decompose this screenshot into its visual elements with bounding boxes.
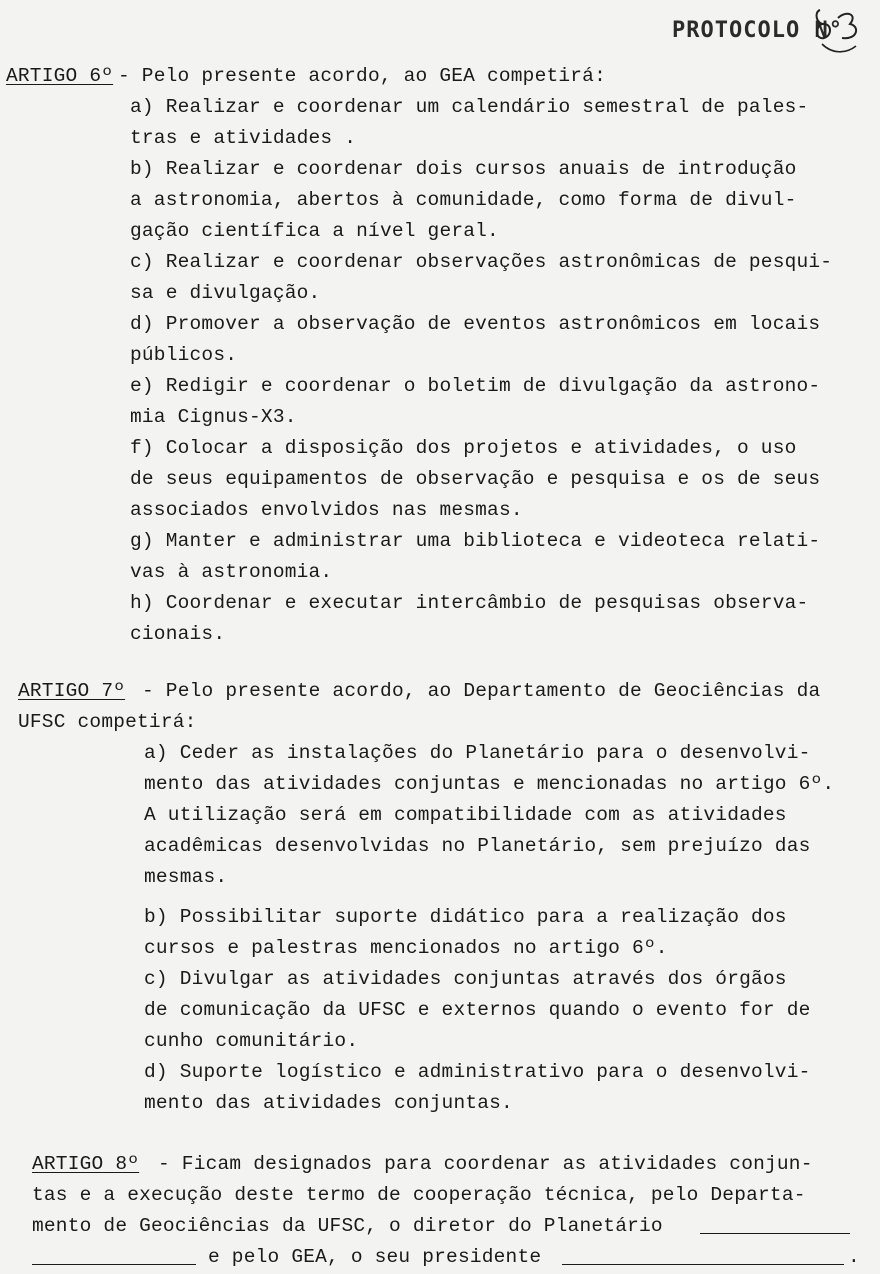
director-name-blank xyxy=(700,1233,850,1234)
artigo-7-line: acadêmicas desenvolvidas no Planetário, sem prejuízo das xyxy=(144,835,811,857)
artigo-7-line: a) Ceder as instalações do Planetário para o desenvolvi- xyxy=(144,742,811,764)
president-name-blank xyxy=(562,1264,844,1265)
artigo-7-line: mento das atividades conjuntas. xyxy=(144,1092,513,1114)
artigo-6-line: h) Coordenar e executar intercâmbio de pesquisas observa- xyxy=(130,592,809,614)
artigo-7-intro-cont: UFSC competirá: xyxy=(18,711,197,733)
artigo-7-line: mento das atividades conjuntas e mencionadas no artigo 6º. xyxy=(144,773,835,795)
artigo-7-line: cunho comunitário. xyxy=(144,1030,359,1052)
director-name-blank-cont xyxy=(32,1264,196,1265)
artigo-6-line: a) Realizar e coordenar um calendário semestral de pales- xyxy=(130,96,809,118)
artigo-8-line: tas e a execução deste termo de cooperação técnica, pelo Departa- xyxy=(32,1184,806,1206)
artigo-6-line: vas à astronomia. xyxy=(130,561,333,583)
artigo-7-line: cursos e palestras mencionados no artigo 6º. xyxy=(144,937,668,959)
artigo-7-line: A utilização será em compatibilidade com as atividades xyxy=(144,804,787,826)
artigo-6-line: f) Colocar a disposição dos projetos e atividades, o uso xyxy=(130,437,797,459)
artigo-7-intro: - Pelo presente acordo, ao Departamento de Geociências da xyxy=(142,680,821,702)
artigo-6-line: a astronomia, abertos à comunidade, como forma de divul- xyxy=(130,189,797,211)
artigo-6-line: b) Realizar e coordenar dois cursos anuais de introdução xyxy=(130,158,797,180)
artigo-8-heading: ARTIGO 8º xyxy=(32,1153,140,1175)
artigo-8-end: . xyxy=(848,1246,860,1268)
artigo-6-line: tras e atividades . xyxy=(130,127,357,149)
artigo-6-line: e) Redigir e coordenar o boletim de divulgação da astrono- xyxy=(130,375,821,397)
artigo-6-line: g) Manter e administrar uma biblioteca e videoteca relati- xyxy=(130,530,821,552)
artigo-7-line: d) Suporte logístico e administrativo para o desenvolvi- xyxy=(144,1061,811,1083)
protocol-stamp: PROTOCOLO N° xyxy=(672,18,843,43)
artigo-7-line: mesmas. xyxy=(144,866,228,888)
artigo-8-line: - Ficam designados para coordenar as atividades conjun- xyxy=(158,1153,813,1175)
artigo-7-line: b) Possibilitar suporte didático para a realização dos xyxy=(144,906,787,928)
artigo-6-line: c) Realizar e coordenar observações astronômicas de pesqui- xyxy=(130,251,833,273)
handwritten-protocol-number xyxy=(812,2,872,72)
artigo-6-line: cionais. xyxy=(130,623,226,645)
artigo-7-line: de comunicação da UFSC e externos quando o evento for de xyxy=(144,999,811,1021)
artigo-6-line: públicos. xyxy=(130,344,238,366)
artigo-6-line: sa e divulgação. xyxy=(130,282,321,304)
artigo-6-line: d) Promover a observação de eventos astronômicos em locais xyxy=(130,313,821,335)
artigo-6-line: associados envolvidos nas mesmas. xyxy=(130,499,523,521)
artigo-6-heading: ARTIGO 6º xyxy=(6,65,114,87)
artigo-6-intro: - Pelo presente acordo, ao GEA competirá: xyxy=(118,65,606,87)
artigo-8-line: mento de Geociências da UFSC, o diretor do Planetário xyxy=(32,1215,663,1237)
artigo-6-line: gação científica a nível geral. xyxy=(130,220,499,242)
artigo-8-line: e pelo GEA, o seu presidente xyxy=(208,1246,542,1268)
artigo-6-line: mia Cignus-X3. xyxy=(130,406,297,428)
artigo-7-heading: ARTIGO 7º xyxy=(18,680,126,702)
artigo-6-line: de seus equipamentos de observação e pesquisa e os de seus xyxy=(130,468,821,490)
artigo-7-line: c) Divulgar as atividades conjuntas através dos órgãos xyxy=(144,968,787,990)
